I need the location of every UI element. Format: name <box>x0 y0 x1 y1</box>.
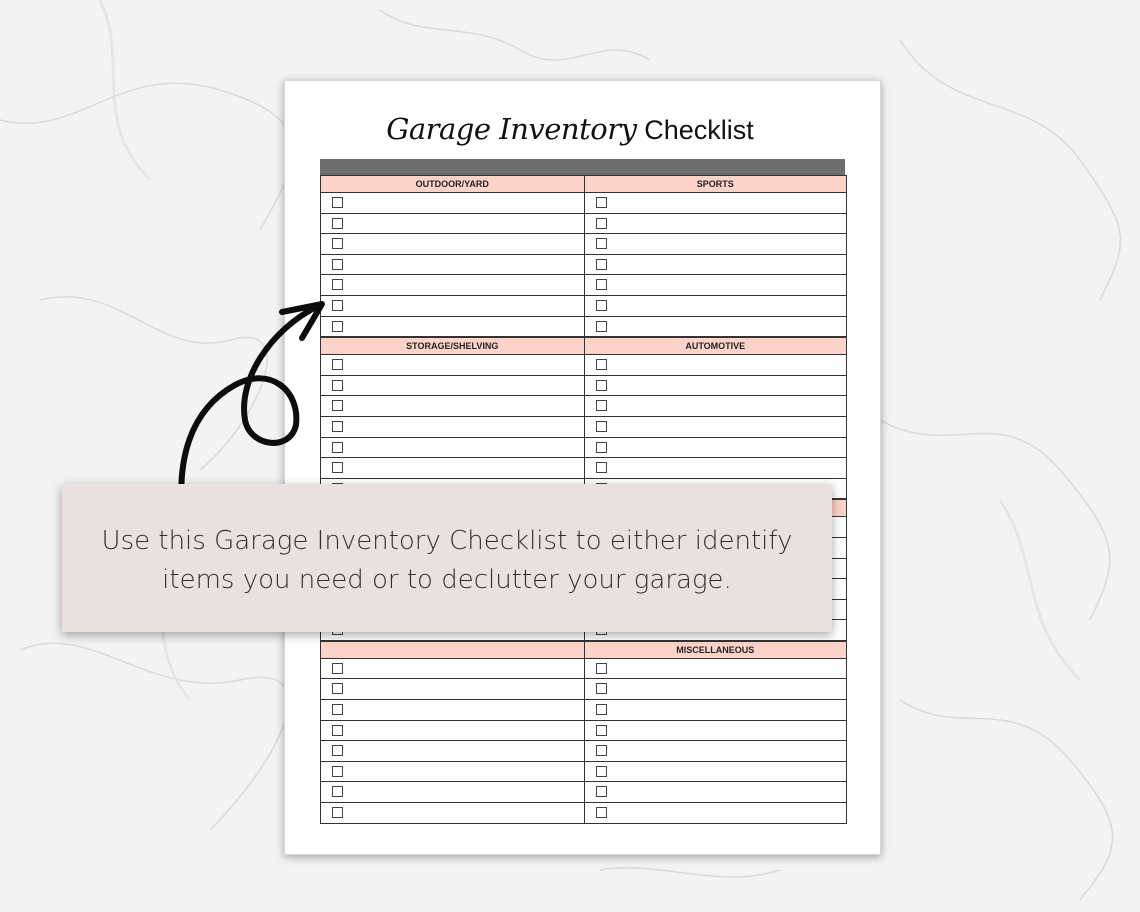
title-script: Garage Inventory <box>386 112 637 146</box>
caption-line-2: items you need or to declutter your garage. <box>162 565 732 595</box>
section-header: STORAGE/SHELVING <box>321 337 584 355</box>
section-header: AUTOMOTIVE <box>585 337 847 355</box>
section-header: MISCELLANEOUS <box>585 641 847 659</box>
title-plain: Checklist <box>644 115 754 145</box>
caption-line-1: Use this Garage Inventory Checklist to either identify <box>101 526 793 556</box>
caption-card <box>62 484 832 632</box>
section-header: SPORTS <box>585 175 847 193</box>
caption-text <box>62 522 832 600</box>
section-header: OUTDOOR/YARD <box>321 175 584 193</box>
